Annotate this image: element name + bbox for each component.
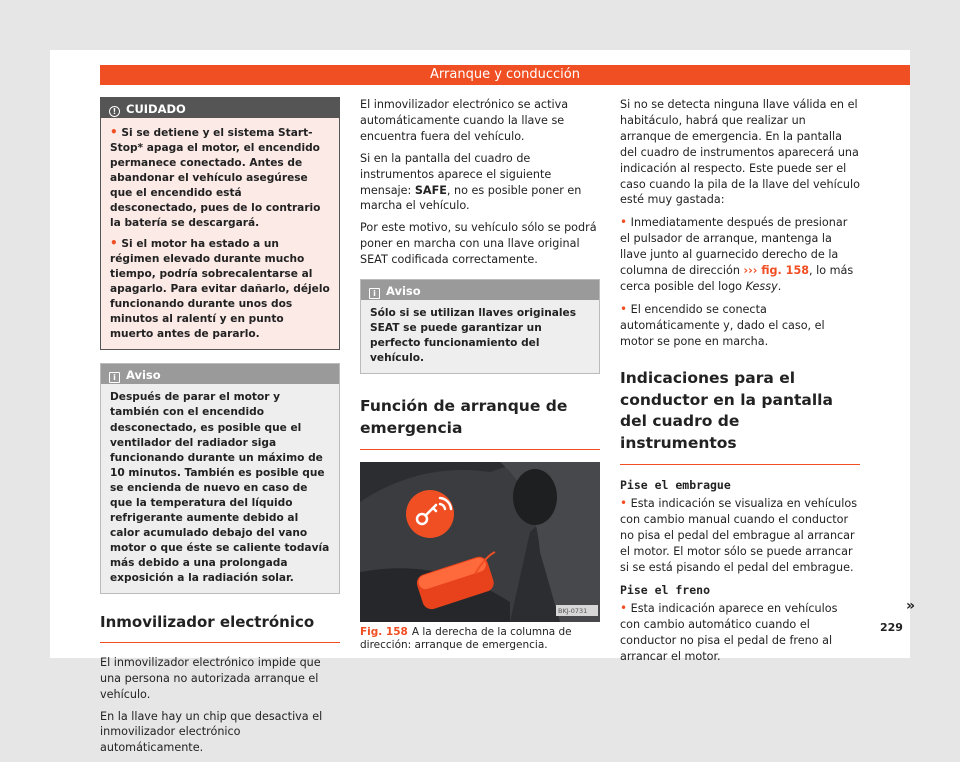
notice-box [100, 363, 340, 593]
paragraph: El inmovilizador electrónico impide que una persona no autorizada arranque el vehículo. [100, 655, 321, 701]
figure-caption: Fig. 158 A la derecha de la columna de dirección: arranque de emergencia. [360, 625, 572, 652]
column-left [100, 97, 340, 762]
bullet-item: • El encendido se conecta automáticamente y, dado el caso, el motor se pone en marcha. [620, 302, 825, 348]
photo-steering-column [360, 462, 600, 622]
subheading-brake: Pise el freno [620, 582, 711, 597]
paragraph: Por este motivo, su vehículo sólo se podrá poner en marcha con una llave original SEAT codificada correctamente. [360, 221, 597, 267]
paragraph: Si en la pantalla del cuadro de instrumentos aparece el siguiente mensaje: SAFE, no es posible poner en marcha el vehículo. [360, 151, 582, 213]
paragraph: En la llave hay un chip que desactiva el inmovilizador electrónico automáticamente. [100, 709, 323, 755]
warning-icon: ! [109, 106, 120, 117]
bullet-item: • Esta indicación se visualiza en vehículos con cambio manual cuando el conductor no pisa el pedal del embrague al arrancar el motor. El motor sólo se puede arrancar si se está pisando el pedal del embrague. [620, 495, 858, 574]
section-title-emergency-start: Función de arranque de emergencia [360, 396, 600, 449]
notice-box [360, 279, 600, 374]
manual-page [50, 50, 916, 755]
notice-text: Sólo si se utilizan llaves originales SEAT se puede garantizar un perfecto funcionamiento del vehículo. [370, 307, 577, 365]
continue-mark: » [906, 598, 916, 614]
info-icon: i [109, 372, 120, 383]
figure-reference-link[interactable]: ››› fig. 158 [743, 264, 810, 278]
warning-box [100, 97, 340, 350]
paragraph: El inmovilizador electrónico se activa automáticamente cuando la llave se encuentra fuera del vehículo. [360, 98, 569, 143]
notice-title: Aviso [126, 368, 161, 383]
bullet-item: • Inmediatamente después de presionar el pulsador de arranque, mantenga la llave junto al guarnecido derecho de la columna de dirección ››› fig. 158, lo más cerca posible del logo Kessy. [620, 215, 854, 294]
warning-item: • Si el motor ha estado a un régimen elevado durante mucho tiempo, podría sobrecalentarse al apagarlo. Para evitar dañarlo, déjelo funcionando durante unos dos minutos al ralentí y en punto muerto antes de pararlo. [110, 236, 330, 341]
bullet-item: • Esta indicación aparece en vehículos con cambio automático cuando el conductor no pisa el pedal de freno al arrancar el motor. [620, 600, 838, 663]
chapter-header: Arranque y conducción [100, 65, 910, 85]
section-title-driver-messages: Indicaciones para el conductor en la pantalla del cuadro de instrumentos [620, 368, 860, 465]
paragraph: Si no se detecta ninguna llave válida en el habitáculo, habrá que realizar un arranque de emergencia. En la pantalla del cuadro de instrumentos aparecerá una indicación al respecto. Este puede ser el caso cuando la pila de la llave del vehículo esté muy gastada: [620, 98, 860, 207]
figure-code: BKJ-0731 [558, 606, 588, 615]
warning-title: CUIDADO [126, 102, 186, 116]
page-number: 229 [880, 621, 903, 634]
section-title-immobilizer: Inmovilizador electrónico [100, 612, 340, 643]
info-icon: i [369, 288, 380, 299]
figure-emergency-start [360, 462, 600, 622]
warning-item: • Si se detiene y el sistema Start-Stop* apaga el motor, el encendido permanece conectado. Antes de abandonar el vehículo asegúrese que el encendido está desconectado, pues de lo contrario la batería se descargará. [110, 125, 321, 230]
column-right [620, 97, 860, 671]
notice-title: Aviso [386, 284, 421, 299]
notice-text: Después de parar el motor y también con el encendido desconectado, es posible que el ventilador del radiador siga funcionando durante un máximo de 10 minutos. También es posible que se encienda de nuevo en caso de que la temperatura del líquido refrigerante aumente debido al calor acumulado debajo del vano motor o que éste se caliente todavía más debido a una prolongada exposición a la radiación solar. [110, 391, 330, 584]
subheading-clutch: Pise el embrague [620, 477, 731, 492]
safe-message: SAFE [414, 183, 447, 197]
column-middle [360, 97, 600, 653]
